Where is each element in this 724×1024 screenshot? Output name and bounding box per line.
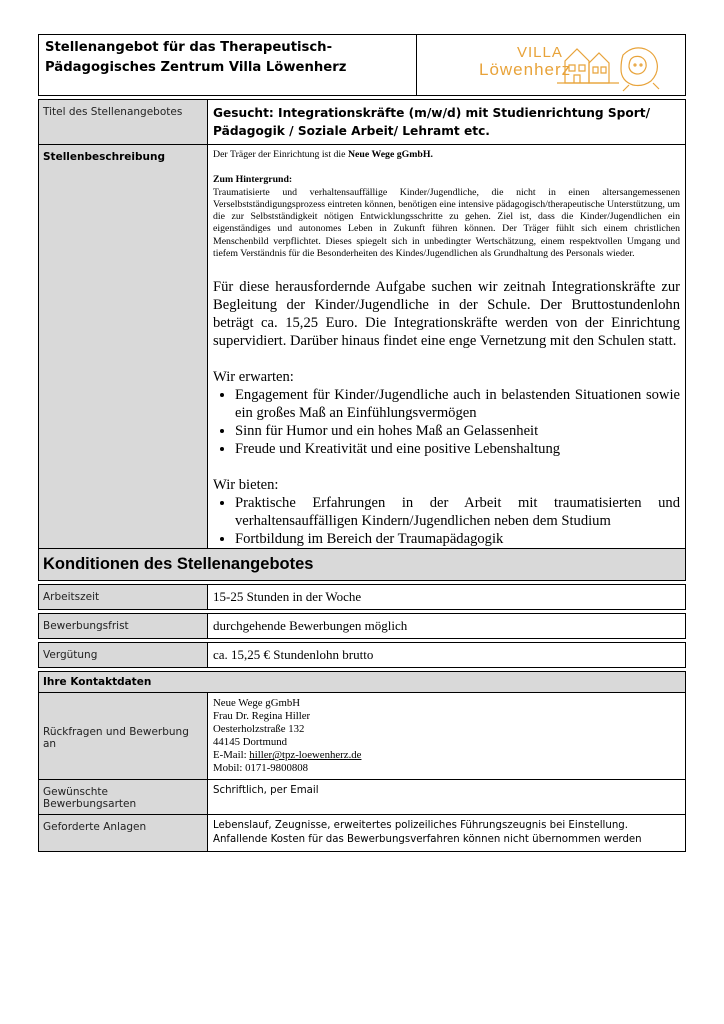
email-link[interactable]: hiller@tpz-loewenherz.de: [249, 749, 362, 762]
logo-name-text: Löwenherz: [479, 60, 572, 79]
contact-line: Neue Wege gGmbH: [213, 697, 301, 710]
posting-table: [38, 99, 686, 852]
task-section: [213, 278, 680, 548]
application-types-value: Schriftlich, per Email: [208, 780, 686, 815]
condition-row-worktime: [39, 585, 686, 610]
application-types-row: [39, 780, 686, 815]
job-title: [208, 100, 686, 145]
offer-list: [213, 494, 680, 548]
contact-line: Frau Dr. Regina Hiller: [213, 710, 311, 723]
list-item: • Freude und Kreativität und eine positive Lebenshaltung: [235, 440, 680, 458]
contact-heading: Ihre Kontaktdaten: [39, 672, 686, 693]
logo-villa-text: VILLA: [517, 44, 563, 61]
background-section: [213, 149, 680, 260]
contact-heading-row: [39, 672, 686, 693]
contact-line: 44145 Dortmund: [213, 736, 288, 749]
list-item: • Fortbildung im Bereich der Traumapädagogik: [235, 530, 680, 548]
condition-row-deadline: [39, 614, 686, 639]
contact-mobile: Mobil: 0171-9800808: [213, 762, 309, 775]
title-row: [39, 100, 686, 145]
intro-carrier: Neue Wege gGmbH.: [347, 149, 433, 160]
application-types-label: Gewünschte Bewerbungsarten: [39, 780, 208, 815]
document-title-line1: Stellenangebot für das Therapeutisch-: [45, 40, 333, 55]
offer-heading: Wir bieten:: [213, 477, 279, 494]
expect-list: [213, 386, 680, 458]
conditions-heading-row: [39, 549, 686, 581]
logo: [417, 35, 685, 95]
attachments-row: [39, 815, 686, 852]
intro-text: [213, 149, 680, 161]
lion-icon: [621, 48, 659, 91]
contact-row: [39, 693, 686, 780]
job-title-text: Gesucht: Integrationskräfte (m/w/d) mit Studienrichtung Sport/ Pädagogik / Soziale Arbeit/ Lehramt etc.: [213, 106, 651, 138]
attachments-line: Anfallende Kosten für das Bewerbungsverfahren können nicht übernommen werden: [213, 834, 642, 846]
worktime-label: Arbeitszeit: [39, 585, 208, 610]
villa-loewenherz-logo: [417, 35, 685, 95]
worktime-value: 15-25 Stunden in der Woche: [208, 585, 686, 610]
document-title: [39, 35, 417, 95]
list-item: • Sinn für Humor und ein hohes Maß an Gelassenheit: [235, 422, 680, 440]
deadline-label: Bewerbungsfrist: [39, 614, 208, 639]
expect-heading: Wir erwarten:: [213, 369, 294, 386]
list-item: • Praktische Erfahrungen in der Arbeit mit traumatisierten und verhaltensauffälligen Kindern/Jugendlichen neben dem Studium: [235, 494, 680, 530]
job-posting-page: [38, 34, 686, 852]
attachments-line: Lebenslauf, Zeugnisse, erweitertes polizeiliches Führungszeugnis bei Einstellung.: [213, 820, 628, 832]
attachments-label: Geforderte Anlagen: [39, 815, 208, 852]
contact-details: [208, 693, 686, 780]
background-heading: Zum Hintergrund:: [213, 174, 293, 186]
conditions-heading: Konditionen des Stellenangebotes: [39, 549, 686, 581]
description-row: [39, 145, 686, 549]
condition-row-salary: [39, 643, 686, 668]
task-text: Für diese herausfordernde Aufgabe suchen wir zeitnah Integrationskräfte zur Begleitung der Kinder/Jugendliche in der Schule. Der Bruttostundenlohn beträgt ca. 15,25 Euro. Die Integrationskräfte werden von der Einrichtung supervidiert. Darüber hinaus findet eine enge Vernetzung mit den Schulen statt.: [213, 279, 680, 350]
list-item: • Engagement für Kinder/Jugendliche auch in belastenden Situationen sowie ein großes Maß an Einfühlungsvermögen: [235, 386, 680, 422]
document-title-line2: Pädagogisches Zentrum Villa Löwenherz: [45, 60, 347, 75]
description-content: [208, 145, 686, 549]
email-prefix: E-Mail:: [213, 749, 250, 762]
contact-line: Oesterholzstraße 132: [213, 723, 305, 736]
salary-value: ca. 15,25 € Stundenlohn brutto: [208, 643, 686, 668]
deadline-value: durchgehende Bewerbungen möglich: [208, 614, 686, 639]
header: [38, 34, 686, 96]
contact-email-line: [213, 749, 680, 762]
title-row-label: Titel des Stellenangebotes: [39, 100, 208, 145]
inquiries-label: Rückfragen und Bewerbung an: [39, 693, 208, 780]
attachments-value: [208, 815, 686, 852]
salary-label: Vergütung: [39, 643, 208, 668]
intro-prefix: Der Träger der Einrichtung ist die: [213, 149, 348, 160]
background-text: Traumatisierte und verhaltensauffällige Kinder/Jugendliche, die nicht in einen altersangemessenen Verselbstständigungsprozess eintreten können, benötigen eine intensive pädagogisch/therapeutische Unterstützung, um die zur Selbstständigkeit nötigen Entwicklungsschritte zu gehen. Ziel ist, dass die Kinder/Jugendlichen ein eigenständiges und autonomes Leben in Zukunft führen können. Der Träger fühlt sich einem christlichen Menschenbild verpflichtet. Dieses spiegelt sich in unbedingter Wertschätzung, einem respektvollen Umgang und tiefem Verständnis für die Besonderheiten des Kindes/Jugendlichen als Grundhaltung des Personals wieder.: [213, 186, 680, 260]
description-label: Stellenbeschreibung: [39, 145, 208, 549]
